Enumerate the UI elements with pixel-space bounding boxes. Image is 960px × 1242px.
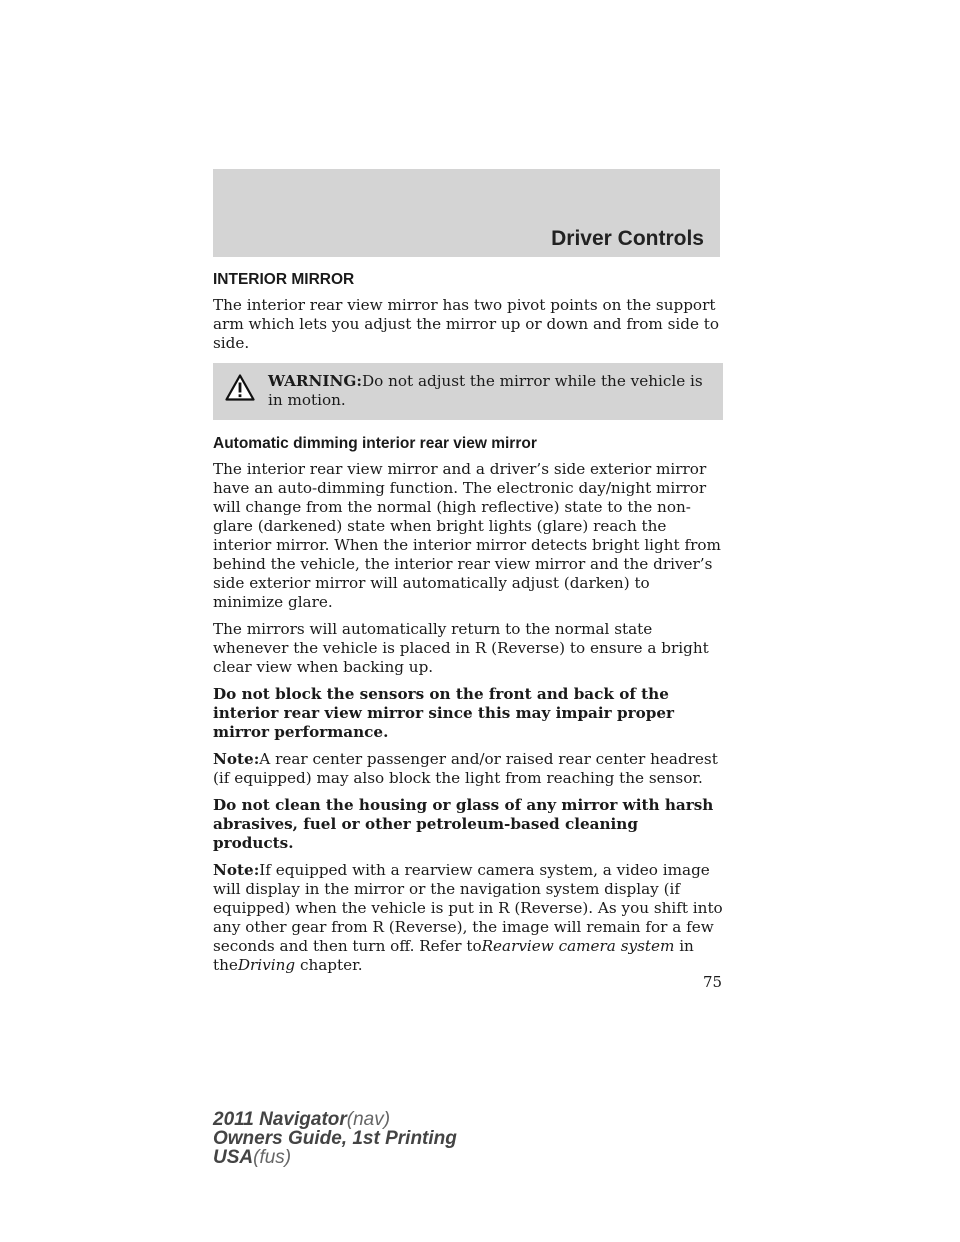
intro-paragraph: The interior rear view mirror has two pivot points on the support arm which lets you adjust the mirror up or down and from side to side. (213, 296, 720, 352)
cleaning-caution: Do not clean the housing or glass of any mirror with harsh abrasives, fuel or other petroleum-based cleaning products. (213, 796, 714, 852)
note-camera (213, 861, 723, 975)
refer-prefix: Refer to (419, 937, 482, 955)
footer-market: USA (213, 1147, 254, 1168)
document-footer (213, 1110, 457, 1167)
footer-line-2: Owners Guide, 1st Printing (213, 1128, 457, 1149)
warning-triangle-icon (225, 374, 255, 401)
footer-line-3 (213, 1148, 457, 1167)
note-sensor (213, 750, 723, 788)
auto-dimming-paragraph: The interior rear view mirror and a driver’s side exterior mirror have an auto-dimming function. The electronic day/night mirror will change from the normal (high reflective) state to the non-glare (darkened) state when bright lights (glare) reach the interior mirror. When the interior mirror detects bright light from behind the vehicle, the interior rear view mirror and the driver’s side exterior mirror will automatically adjust (darken) to minimize glare. (213, 460, 721, 611)
page-number: 75 (703, 973, 723, 991)
refer-chapter: Driving (237, 956, 296, 974)
warning-text: Do not adjust the mirror while the vehicle is in motion. (268, 372, 703, 409)
footer-line-1 (213, 1110, 457, 1129)
note-label: Note: (213, 861, 260, 879)
warning-label: WARNING: (268, 372, 362, 390)
refer-mid: in the (213, 937, 694, 974)
subsection-title: Automatic dimming interior rear view mirror (213, 435, 537, 452)
page-content (213, 270, 723, 983)
note-text: If equipped with a rearview camera system, a video image will display in the mirror or the navigation system display (if equipped) when the vehicle is put in R (Reverse). As you shift into any other gear from R (Reverse), the image will remain for a few seconds and then turn off. (213, 861, 723, 955)
footer-model: 2011 Navigator (213, 1109, 347, 1130)
refer-suffix: chapter. (299, 956, 363, 974)
chapter-header (213, 169, 720, 257)
warning-box (213, 363, 723, 420)
section-title: INTERIOR MIRROR (213, 271, 355, 288)
reverse-paragraph: The mirrors will automatically return to the normal state whenever the vehicle is placed in R (Reverse) to ensure a bright clear view when backing up. (213, 620, 709, 676)
footer-market-code: (fus) (253, 1147, 292, 1168)
chapter-title: Driver Controls (551, 227, 704, 250)
note-label: Note: (213, 750, 260, 768)
refer-link: Rearview camera system (481, 937, 675, 955)
note-text: A rear center passenger and/or raised rear center headrest (if equipped) may also block the light from reaching the sensor. (213, 750, 718, 787)
sensor-caution: Do not block the sensors on the front and back of the interior rear view mirror since this may impair proper mirror performance. (213, 685, 674, 741)
footer-model-code: (nav) (346, 1109, 391, 1130)
